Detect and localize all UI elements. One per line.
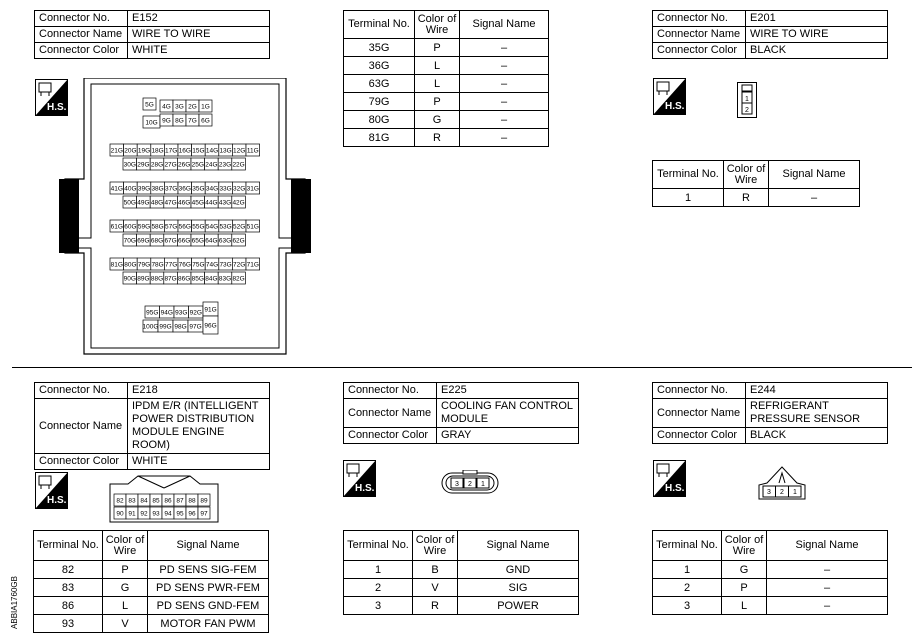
terminal-no: 2 <box>344 579 413 597</box>
terminal-no: 36G <box>344 57 415 75</box>
pin-label: 61G <box>110 223 123 231</box>
e218-connector-no: E218 <box>128 383 270 399</box>
header-signal-name: Signal Name <box>458 531 579 561</box>
pin-label: 59G <box>137 223 151 231</box>
pin-label: 62G <box>232 237 245 245</box>
hs-icon <box>343 460 376 497</box>
signal-name: – <box>460 129 549 147</box>
e244-connector-color: BLACK <box>746 428 888 444</box>
pin-label: 60G <box>124 223 137 231</box>
hs-icon <box>35 472 68 509</box>
pin-label: 77G <box>165 261 178 269</box>
terminal-no: 3 <box>653 597 722 615</box>
wire-color: L <box>103 597 148 615</box>
header-terminal-no: Terminal No. <box>344 11 415 39</box>
wire-color: G <box>722 561 767 579</box>
pin-label: 51G <box>246 223 259 231</box>
pin-label: 12G <box>233 147 246 155</box>
pin-label: 3G <box>175 103 184 111</box>
pin-label: 91 <box>128 510 136 518</box>
header-terminal-no: Terminal No. <box>653 531 722 561</box>
terminal-no: 1 <box>653 189 724 207</box>
terminal-no: 3 <box>344 597 413 615</box>
figure-code: ABBIA1760GB <box>9 576 19 629</box>
terminal-no: 81G <box>344 129 415 147</box>
pin-label: 35G <box>192 185 205 193</box>
signal-name: PD SENS PWR-FEM <box>148 579 269 597</box>
pin-label: 43G <box>218 199 232 207</box>
pin-label: 58G <box>151 223 164 231</box>
pin-label: 94 <box>164 510 172 518</box>
pin-label: 69G <box>137 237 150 245</box>
e152-info-table <box>34 10 270 59</box>
terminal-no: 1 <box>344 561 413 579</box>
pin-label: 2 <box>745 107 749 114</box>
hs-icon <box>653 78 686 115</box>
header-terminal-no: Terminal No. <box>34 531 103 561</box>
pin-label: 47G <box>164 199 177 207</box>
label-connector-color: Connector Color <box>35 454 128 470</box>
pin-label: 70G <box>123 237 136 245</box>
pin-label: 21G <box>110 147 123 155</box>
terminal-no: 93 <box>34 615 103 633</box>
table-row <box>344 579 579 597</box>
pin-label: 5G <box>145 101 154 109</box>
pin-label: 64G <box>205 237 218 245</box>
signal-name: SIG <box>458 579 579 597</box>
pin-label: 67G <box>164 237 177 245</box>
pin-label: 56G <box>178 223 191 231</box>
signal-name: – <box>460 39 549 57</box>
pin-label: 10G <box>145 119 158 127</box>
pin-label: 20G <box>124 147 137 155</box>
pin-label: 55G <box>192 223 205 231</box>
header-signal-name: Signal Name <box>148 531 269 561</box>
wire-color: R <box>415 129 460 147</box>
pin-label: 74G <box>205 261 219 269</box>
pin-label: 83G <box>218 275 232 283</box>
pin-label: 75G <box>192 261 205 269</box>
wire-color: P <box>722 579 767 597</box>
wire-color: P <box>415 93 460 111</box>
pin-label: 90G <box>123 275 136 283</box>
pin-label: 84 <box>140 497 148 505</box>
signal-name: PD SENS GND-FEM <box>148 597 269 615</box>
e152-connector-diagram <box>55 78 315 356</box>
pin-label: 11G <box>246 147 259 155</box>
pin-label: 97G <box>189 323 202 331</box>
pin-label: 65G <box>191 237 204 245</box>
pin-label: 82 <box>116 497 124 505</box>
pin-label: 39G <box>137 185 151 193</box>
pin-label: 18G <box>151 147 164 155</box>
pin-label: 38G <box>151 185 164 193</box>
pin-label: 54G <box>205 223 219 231</box>
table-row <box>34 597 269 615</box>
pin-label: 19G <box>137 147 151 155</box>
terminal-no: 86 <box>34 597 103 615</box>
pin-label: 31G <box>246 185 259 193</box>
label-connector-name: Connector Name <box>653 399 746 428</box>
table-row <box>344 57 549 75</box>
pin-label: 89G <box>137 275 150 283</box>
header-signal-name: Signal Name <box>767 531 888 561</box>
header-color-of-wire: Color of Wire <box>413 531 458 561</box>
e201-connector-name: WIRE TO WIRE <box>746 27 888 43</box>
pin-label: 87G <box>164 275 177 283</box>
pin-label: 82G <box>232 275 245 283</box>
header-terminal-no: Terminal No. <box>653 161 724 189</box>
terminal-no: 82 <box>34 561 103 579</box>
pin-label: 79G <box>137 261 151 269</box>
e244-connector-no: E244 <box>746 383 888 399</box>
e244-terminal-table <box>652 530 888 615</box>
pin-label: 87 <box>176 497 184 505</box>
pin-label: 44G <box>205 199 218 207</box>
e152-connector-name: WIRE TO WIRE <box>128 27 270 43</box>
pin-label: 49G <box>137 199 150 207</box>
pin-label: 93G <box>175 309 188 317</box>
table-row <box>344 597 579 615</box>
pin-label: 85G <box>191 275 204 283</box>
pin-label: 78G <box>151 261 164 269</box>
header-signal-name: Signal Name <box>769 161 860 189</box>
terminal-no: 35G <box>344 39 415 57</box>
e201-connector-color: BLACK <box>746 43 888 59</box>
wire-color: V <box>103 615 148 633</box>
e201-terminal-table <box>652 160 860 207</box>
table-row <box>34 615 269 633</box>
pin-label: 68G <box>150 237 164 245</box>
table-row <box>344 129 549 147</box>
hs-icon <box>653 460 686 497</box>
pin-label: 17G <box>165 147 178 155</box>
label-connector-color: Connector Color <box>344 428 437 444</box>
label-connector-name: Connector Name <box>344 399 437 428</box>
pin-label: 6G <box>201 117 210 125</box>
pin-label: 76G <box>178 261 191 269</box>
signal-name: – <box>767 597 888 615</box>
pin-label: 4G <box>162 103 171 111</box>
table-row <box>34 561 269 579</box>
e225-terminal-table <box>343 530 579 615</box>
pin-label: 1G <box>201 103 210 111</box>
signal-name: POWER <box>458 597 579 615</box>
pin-label: 88G <box>150 275 164 283</box>
header-color-of-wire: Color of Wire <box>724 161 769 189</box>
e244-connector-name: REFRIGERANT PRESSURE SENSOR <box>746 399 888 428</box>
pin-label: 95 <box>176 510 184 518</box>
pin-label: 80G <box>124 261 137 269</box>
pin-label: 32G <box>233 185 246 193</box>
signal-name: – <box>767 561 888 579</box>
pin-label: 86G <box>178 275 191 283</box>
e218-connector-name: IPDM E/R (INTELLIGENT POWER DISTRIBUTION MODULE ENGINE ROOM) <box>128 399 270 454</box>
pin-label: 1 <box>793 489 797 496</box>
table-row <box>653 189 860 207</box>
pin-label: 92 <box>140 510 148 518</box>
pin-label: 34G <box>205 185 219 193</box>
pin-label: 63G <box>218 237 232 245</box>
pin-label: 45G <box>191 199 204 207</box>
table-row <box>344 561 579 579</box>
pin-label: 33G <box>219 185 232 193</box>
label-connector-color: Connector Color <box>653 428 746 444</box>
pin-label: 14G <box>205 147 219 155</box>
pin-label: 92G <box>189 309 202 317</box>
pin-label: 24G <box>205 161 218 169</box>
svg-text:H.S.: H.S. <box>665 101 685 112</box>
terminal-no: 2 <box>653 579 722 597</box>
pin-label: 96G <box>204 322 217 330</box>
e152-connector-color: WHITE <box>128 43 270 59</box>
label-connector-no: Connector No. <box>35 11 128 27</box>
pin-label: 28G <box>150 161 164 169</box>
pin-label: 1 <box>745 96 749 103</box>
pin-label: 85 <box>152 497 160 505</box>
header-terminal-no: Terminal No. <box>344 531 413 561</box>
wire-color: L <box>415 75 460 93</box>
wire-color: R <box>724 189 769 207</box>
wire-color: R <box>413 597 458 615</box>
signal-name: PD SENS SIG-FEM <box>148 561 269 579</box>
pin-label: 13G <box>219 147 232 155</box>
pin-label: 73G <box>219 261 232 269</box>
pin-label: 93 <box>152 510 160 518</box>
pin-label: 2G <box>188 103 197 111</box>
pin-label: 15G <box>192 147 205 155</box>
svg-text:H.S.: H.S. <box>355 483 375 494</box>
e201-connector-no: E201 <box>746 11 888 27</box>
pin-label: 22G <box>232 161 245 169</box>
pin-label: 91G <box>204 306 217 314</box>
label-connector-name: Connector Name <box>35 27 128 43</box>
pin-label: 57G <box>165 223 178 231</box>
pin-label: 53G <box>219 223 232 231</box>
pin-label: 2 <box>780 489 784 496</box>
signal-name: MOTOR FAN PWM <box>148 615 269 633</box>
wire-color: G <box>103 579 148 597</box>
header-signal-name: Signal Name <box>460 11 549 39</box>
e218-terminal-table <box>33 530 269 633</box>
terminal-no: 1 <box>653 561 722 579</box>
wire-color: P <box>415 39 460 57</box>
wire-color: V <box>413 579 458 597</box>
pin-label: 90 <box>116 510 124 518</box>
wire-color: L <box>415 57 460 75</box>
header-color-of-wire: Color of Wire <box>722 531 767 561</box>
pin-label: 52G <box>233 223 246 231</box>
pin-label: 42G <box>232 199 245 207</box>
pin-label: 1 <box>481 481 485 488</box>
e225-connector-name: COOLING FAN CONTROL MODULE <box>437 399 579 428</box>
label-connector-name: Connector Name <box>35 399 128 454</box>
label-connector-color: Connector Color <box>35 43 128 59</box>
pin-label: 86 <box>164 497 172 505</box>
pin-label: 8G <box>175 117 184 125</box>
e218-info-table <box>34 382 270 470</box>
signal-name: – <box>460 111 549 129</box>
pin-label: 89 <box>200 497 208 505</box>
table-row <box>344 93 549 111</box>
svg-text:H.S.: H.S. <box>665 483 685 494</box>
pin-label: 30G <box>123 161 136 169</box>
pin-label: 7G <box>188 117 197 125</box>
section-divider <box>12 367 912 368</box>
wire-color: L <box>722 597 767 615</box>
pin-label: 50G <box>123 199 136 207</box>
terminal-no: 83 <box>34 579 103 597</box>
wire-color: G <box>415 111 460 129</box>
pin-label: 46G <box>178 199 191 207</box>
pin-label: 83 <box>128 497 136 505</box>
e218-connector-color: WHITE <box>128 454 270 470</box>
wire-color: P <box>103 561 148 579</box>
terminal-no: 79G <box>344 93 415 111</box>
pin-label: 66G <box>178 237 191 245</box>
signal-name: – <box>460 57 549 75</box>
label-connector-no: Connector No. <box>35 383 128 399</box>
signal-name: – <box>460 75 549 93</box>
pin-label: 36G <box>178 185 191 193</box>
terminal-no: 80G <box>344 111 415 129</box>
table-row <box>653 561 888 579</box>
pin-label: 98G <box>174 323 187 331</box>
e201-info-table <box>652 10 888 59</box>
table-row <box>344 75 549 93</box>
label-connector-color: Connector Color <box>653 43 746 59</box>
pin-label: 72G <box>233 261 246 269</box>
table-row <box>653 597 888 615</box>
pin-label: 29G <box>137 161 150 169</box>
header-color-of-wire: Color of Wire <box>103 531 148 561</box>
pin-label: 2 <box>468 481 472 488</box>
pin-label: 94G <box>160 309 173 317</box>
pin-label: 37G <box>165 185 178 193</box>
pin-label: 97 <box>200 510 208 518</box>
table-row <box>653 579 888 597</box>
label-connector-no: Connector No. <box>653 11 746 27</box>
pin-label: 95G <box>146 309 159 317</box>
signal-name: – <box>460 93 549 111</box>
wire-color: B <box>413 561 458 579</box>
pin-label: 96 <box>188 510 196 518</box>
e225-info-table <box>343 382 579 444</box>
signal-name: – <box>769 189 860 207</box>
table-row <box>344 111 549 129</box>
pin-label: 88 <box>188 497 196 505</box>
pin-label: 81G <box>110 261 123 269</box>
e152-terminal-table <box>343 10 549 147</box>
pin-label: 16G <box>178 147 191 155</box>
table-row <box>34 579 269 597</box>
e225-connector-no: E225 <box>437 383 579 399</box>
header-color-of-wire: Color of Wire <box>415 11 460 39</box>
pin-label: 48G <box>150 199 164 207</box>
label-connector-no: Connector No. <box>344 383 437 399</box>
terminal-no: 63G <box>344 75 415 93</box>
pin-label: 27G <box>164 161 177 169</box>
svg-text:H.S.: H.S. <box>47 495 67 506</box>
pin-label: 26G <box>178 161 191 169</box>
pin-label: 3 <box>455 481 459 488</box>
e225-connector-color: GRAY <box>437 428 579 444</box>
signal-name: – <box>767 579 888 597</box>
signal-name: GND <box>458 561 579 579</box>
pin-label: 100G <box>142 323 159 331</box>
e152-connector-no: E152 <box>128 11 270 27</box>
label-connector-no: Connector No. <box>653 383 746 399</box>
pin-label: 23G <box>218 161 232 169</box>
pin-label: 25G <box>191 161 204 169</box>
pin-label: 99G <box>159 323 172 331</box>
pin-label: 3 <box>767 489 771 496</box>
table-row <box>344 39 549 57</box>
e244-connector-diagram <box>757 465 807 501</box>
svg-text:H.S.: H.S. <box>47 102 67 113</box>
pin-label: 40G <box>124 185 137 193</box>
e244-info-table <box>652 382 888 444</box>
pin-label: 71G <box>246 261 259 269</box>
pin-label: 9G <box>162 117 171 125</box>
e218-connector-diagram <box>108 474 220 524</box>
label-connector-name: Connector Name <box>653 27 746 43</box>
e201-connector-diagram <box>737 82 757 118</box>
pin-label: 41G <box>110 185 123 193</box>
pin-label: 84G <box>205 275 218 283</box>
e225-connector-diagram <box>441 470 499 496</box>
